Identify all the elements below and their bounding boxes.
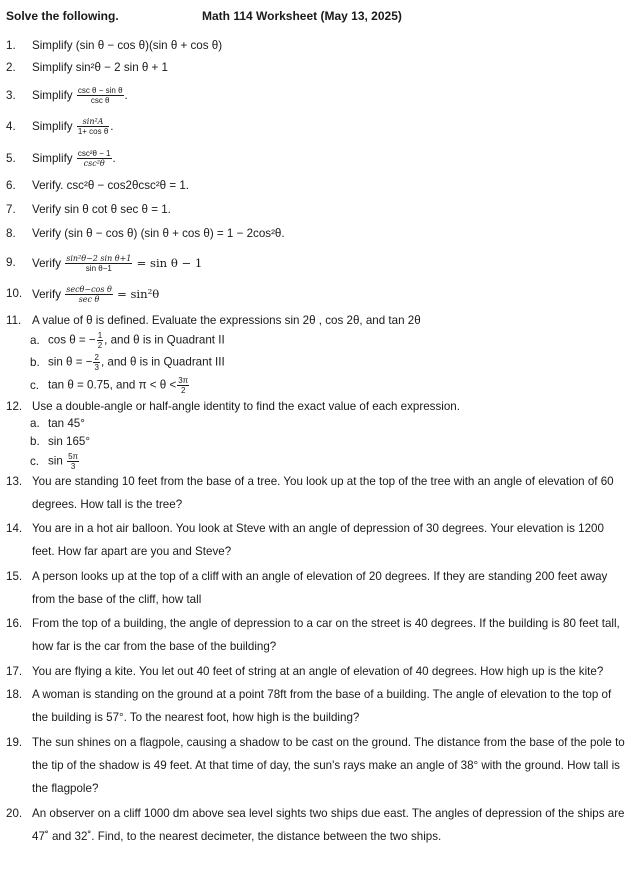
problem-number: 19. (6, 736, 23, 749)
problem-text: Simplify (sin θ − cos θ)(sin θ + cos θ) (32, 39, 223, 52)
fraction (65, 254, 132, 273)
fraction-numerator: csc²θ − 1 (77, 149, 111, 159)
problem-text: A value of θ is defined. Evaluate the expressions sin 2θ , cos 2θ, and tan 2θ (32, 314, 421, 327)
problem-9 (6, 253, 628, 274)
fraction-denominator: 2 (97, 341, 103, 350)
problem-number: 6. (6, 179, 16, 192)
problem-text: Verify. csc²θ − cos2θcsc²θ = 1. (32, 179, 190, 192)
problem-number: 15. (6, 570, 23, 583)
problem-16 (6, 612, 628, 658)
problem-20 (6, 802, 628, 848)
problem-number: 3. (6, 89, 16, 102)
problem-4 (6, 117, 628, 137)
problem-suffix: . (110, 120, 114, 133)
part-letter: b. (30, 435, 40, 448)
part-lhs: cos θ = − (48, 333, 96, 347)
part-letter: a. (30, 333, 40, 347)
problem-number: 12. (6, 400, 23, 413)
problem-text: You are in a hot air balloon. You look at Steve with an angle of depression of 30 degrees. Your elevation is 1200 feet. How far apart are you and Steve? (32, 522, 604, 558)
problem-17 (6, 660, 628, 683)
part-lhs: tan θ = 0.75, and π < θ < (48, 378, 177, 392)
fraction-numerator: 2 (94, 353, 99, 362)
fraction-denominator: csc²θ (83, 159, 105, 169)
part-letter: c. (30, 454, 40, 468)
part-letter: a. (30, 417, 40, 430)
problem-number: 5. (6, 152, 16, 165)
problem-suffix: = sin²θ (117, 287, 160, 301)
problem-text: The sun shines on a flagpole, causing a shadow to be cast on the ground. The distance from the base of the pole to the tip of the shadow is 49 feet. At that time of day, the sun's rays make an angle of 38° with the ground. How tall is the flagpole? (32, 736, 625, 795)
problem-number: 17. (6, 665, 23, 678)
problem-number: 8. (6, 227, 16, 240)
problem-12b (30, 433, 90, 451)
instruction-text: Solve the following. (6, 9, 119, 23)
fraction-denominator: sec θ (78, 295, 100, 305)
problem-8 (6, 224, 628, 244)
problem-number: 14. (6, 522, 23, 535)
problem-text: Simplify sin²θ − 2 sin θ + 1 (32, 61, 168, 74)
problem-number: 13. (6, 475, 23, 488)
worksheet-title: Math 114 Worksheet (May 13, 2025) (202, 9, 402, 23)
problem-text: Verify sin θ cot θ sec θ = 1. (32, 203, 171, 216)
part-lhs: sin (48, 454, 63, 468)
problem-text: An observer on a cliff 1000 dm above sea level sights two ships due east. The angles of depression of the ships are 47˚ and 32˚. Find, to the nearest decimeter, the distance between the two ships. (32, 807, 625, 843)
problem-number: 20. (6, 807, 23, 820)
problem-12a (30, 415, 85, 433)
problem-5 (6, 149, 628, 169)
problem-suffix: . (124, 89, 128, 102)
problem-13 (6, 470, 628, 516)
fraction-denominator: 1+ cos θ (77, 127, 109, 137)
fraction-numerator: 1 (97, 331, 103, 340)
problem-number: 16. (6, 617, 23, 630)
problem-11 (6, 311, 628, 331)
problem-prefix: Simplify (32, 89, 73, 102)
problem-suffix: = sin θ − 1 (136, 256, 203, 270)
problem-12 (6, 397, 628, 417)
problem-12c (30, 452, 80, 471)
part-lhs: sin θ = − (48, 355, 93, 369)
problem-text: You are flying a kite. You let out 40 feet of string at an angle of elevation of 40 degrees. How high up is the kite? (32, 665, 604, 678)
problem-6 (6, 176, 628, 196)
problem-number: 4. (6, 120, 16, 133)
fraction-denominator: 3 (70, 462, 76, 471)
problem-number: 1. (6, 39, 16, 52)
problem-11a (30, 331, 225, 350)
fraction-denominator: sin θ−1 (85, 264, 112, 274)
part-text: sin 165° (48, 435, 91, 448)
fraction-denominator: 3 (94, 363, 99, 372)
problem-10 (6, 284, 628, 305)
problem-number: 7. (6, 203, 16, 216)
part-rest: , and θ is in Quadrant II (104, 333, 225, 347)
problem-number: 18. (6, 688, 23, 701)
fraction-denominator: 2 (180, 386, 186, 395)
fraction (93, 353, 99, 372)
problem-2 (6, 58, 628, 78)
problem-1 (6, 36, 628, 56)
fraction (65, 285, 113, 304)
part-letter: b. (30, 355, 40, 369)
problem-19 (6, 731, 628, 800)
part-letter: c. (30, 378, 40, 392)
problem-text: Use a double-angle or half-angle identity to find the exact value of each expression. (32, 400, 460, 413)
problem-text: A woman is standing on the ground at a point 78ft from the base of a building. The angle of elevation to the top of the building is 57°. To the nearest foot, how high is the building? (32, 688, 612, 724)
fraction (77, 86, 124, 105)
fraction-numerator: 5π (68, 452, 79, 461)
problem-3 (6, 86, 628, 106)
fraction-numerator: sin²A (77, 117, 109, 127)
problem-11b (30, 353, 225, 372)
problem-number: 11. (6, 314, 22, 327)
fraction-numerator: 3π (178, 376, 189, 385)
problem-number: 2. (6, 61, 16, 74)
problem-prefix: Verify (32, 288, 61, 301)
problem-11c (30, 376, 190, 395)
fraction (67, 452, 79, 471)
problem-prefix: Simplify (32, 152, 73, 165)
fraction (97, 331, 103, 350)
fraction (177, 376, 189, 395)
problem-suffix: . (112, 152, 116, 165)
fraction (77, 117, 109, 136)
part-text: tan 45° (48, 417, 85, 430)
problem-prefix: Simplify (32, 120, 73, 133)
problem-18 (6, 683, 628, 729)
fraction-numerator: secθ−cos θ (66, 285, 112, 295)
problem-number: 10. (6, 287, 23, 300)
fraction-numerator: csc θ − sin θ (77, 86, 123, 96)
fraction-denominator: csc θ (90, 96, 110, 106)
problem-text: From the top of a building, the angle of depression to a car on the street is 40 degrees. If the building is 80 feet tall, how far is the car from the base of the building? (32, 617, 620, 653)
problem-14 (6, 517, 628, 563)
part-rest: , and θ is in Quadrant III (100, 355, 225, 369)
worksheet-header (6, 9, 626, 27)
fraction (77, 149, 112, 168)
problem-text: You are standing 10 feet from the base of a tree. You look up at the top of the tree with an angle of elevation of 60 degrees. How tall is the tree? (32, 475, 614, 511)
fraction-numerator: sin²θ−2 sin θ+1 (66, 254, 132, 264)
problem-text: Verify (sin θ − cos θ) (sin θ + cos θ) = 1 − 2cos²θ. (32, 227, 285, 240)
problem-text: A person looks up at the top of a cliff with an angle of elevation of 20 degrees. If they are standing 200 feet away from the base of the cliff, how tall (32, 570, 608, 606)
problem-15 (6, 565, 628, 611)
problem-prefix: Verify (32, 257, 61, 270)
problem-7 (6, 200, 628, 220)
problem-number: 9. (6, 256, 16, 269)
